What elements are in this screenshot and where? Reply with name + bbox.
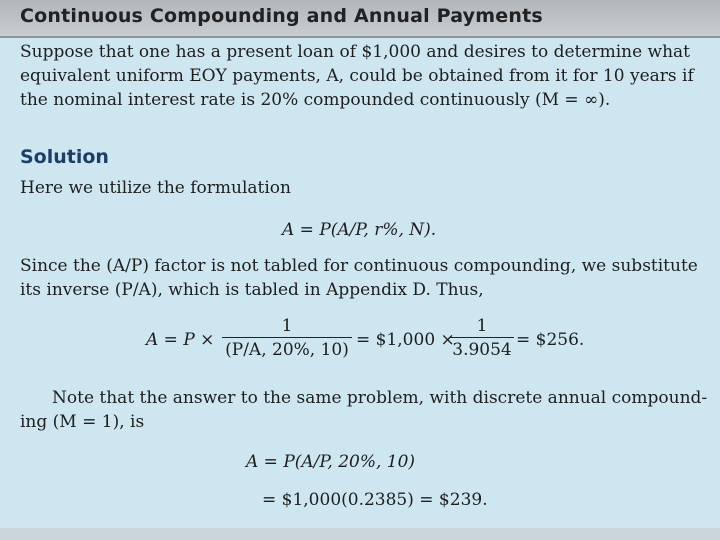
calc-lhs: A = P × — [146, 330, 215, 350]
note-line-2: ing (M = 1), is — [20, 412, 145, 432]
section-title: Continuous Compounding and Annual Payments — [20, 5, 543, 27]
calc-result: = $256. — [516, 330, 585, 350]
solution-intro: Here we utilize the formulation — [20, 178, 291, 198]
fraction-denominator: (P/A, 20%, 10) — [225, 340, 349, 360]
paragraph-line-2: its inverse (P/A), which is tabled in Appendix D. Thus, — [20, 280, 484, 300]
discrete-result: = $1,000(0.2385) = $239. — [262, 490, 488, 510]
section-header — [0, 0, 720, 38]
calc-middle: = $1,000 × — [356, 330, 455, 350]
fraction-denominator: 3.9054 — [452, 340, 512, 360]
solution-heading: Solution — [20, 146, 109, 168]
fraction-numerator: 1 — [450, 316, 514, 338]
note-line-1: Note that the answer to the same problem, with discrete annual compound- — [52, 388, 708, 408]
paragraph-line-1: Since the (A/P) factor is not tabled for continuous compounding, we substitute — [20, 256, 698, 276]
bottom-border — [0, 528, 720, 540]
formula-a-equals-p: A = P(A/P, r%, N). — [282, 220, 437, 240]
discrete-formula: A = P(A/P, 20%, 10) — [246, 452, 416, 472]
fraction-p-over-a — [222, 316, 352, 360]
problem-statement: Suppose that one has a present loan of $1,000 and desires to determine what equivalent uniform EOY payments, A, could be obtained from it for 10 years if the nominal interest rate is 20% compounded continuously (M = ∞). — [20, 42, 694, 110]
fraction-numeric — [450, 316, 514, 360]
fraction-numerator: 1 — [222, 316, 352, 338]
